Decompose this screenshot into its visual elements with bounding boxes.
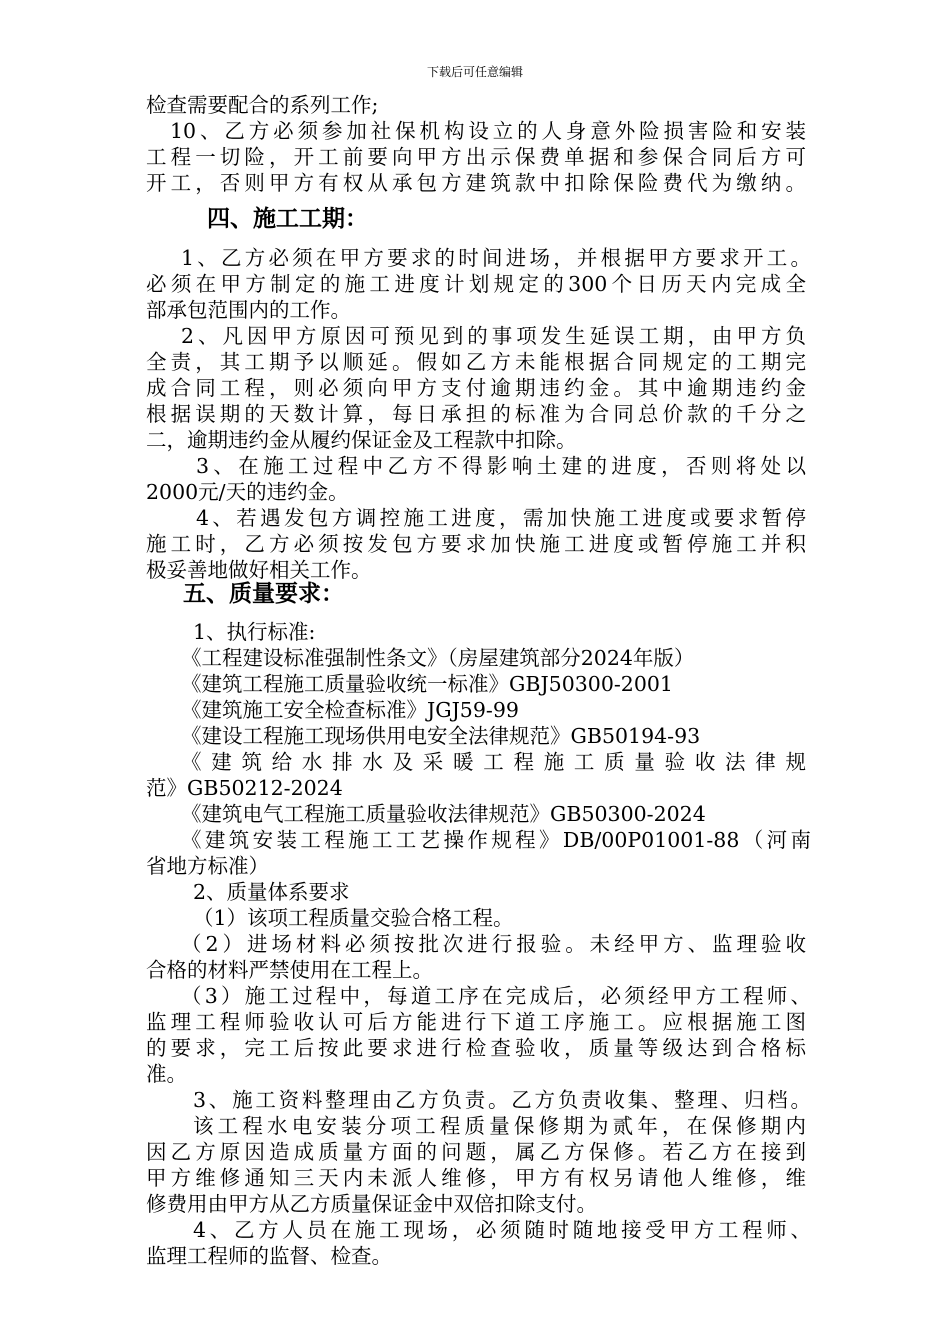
body-line: 3、施工资料整理由乙方负责。乙方负责收集、整理、归档。: [193, 1088, 811, 1112]
body-line: 1、乙方必须在甲方要求的时间进场，并根据甲方要求开工。: [181, 246, 811, 270]
body-line: 《建筑电气工程施工质量验收法律规范》GB50300-2024: [181, 802, 706, 826]
body-line: 2、凡因甲方原因可预见到的事项发生延误工期，由甲方负: [181, 324, 806, 348]
body-line: 成合同工程，则必须向甲方支付逾期违约金。其中逾期违约金: [146, 376, 806, 400]
body-line: 《建设工程施工现场供用电安全法律规范》GB50194-93: [181, 724, 701, 748]
body-line: 监理工程师验收认可后方能进行下道工序施工。应根据施工图: [146, 1010, 806, 1034]
body-line: 3、在施工过程中乙方不得影响土建的进度，否则将处以: [196, 454, 806, 478]
body-line: 开工，否则甲方有权从承包方建筑款中扣除保险费代为缴纳。: [146, 171, 806, 195]
body-line: 《建筑工程施工质量验收统一标准》GBJ50300-2001: [181, 672, 673, 696]
body-line: 《建筑安装工程施工工艺操作规程》DB/00P01001-88（河南: [181, 828, 811, 852]
body-line: 检查需要配合的系列工作;: [146, 93, 379, 117]
body-line: 《工程建设标准强制性条文》（房屋建筑部分2024年版）: [181, 646, 695, 670]
body-line: （2）进场材料必须按批次进行报验。未经甲方、监理验收: [181, 932, 806, 956]
body-line: 合格的材料严禁使用在工程上。: [146, 958, 433, 982]
body-line: 准。: [146, 1062, 187, 1086]
section-heading: 四、施工工期：: [207, 206, 368, 232]
body-line: 必须在甲方制定的施工进度计划规定的300个日历天内完成全: [146, 272, 806, 296]
body-line: 根据误期的天数计算，每日承担的标准为合同总价款的千分之: [146, 402, 806, 426]
body-line: 10、乙方必须参加社保机构设立的人身意外险损害险和安装: [170, 119, 806, 143]
body-line: 范》GB50212-2024: [146, 776, 343, 800]
body-line: 《建筑施工安全检查标准》JGJ59-99: [181, 698, 519, 722]
body-line: 极妥善地做好相关工作。: [146, 558, 372, 582]
body-line: 部承包范围内的工作。: [146, 298, 351, 322]
body-line: 甲方维修通知三天内未派人维修，甲方有权另请他人维修，维: [146, 1166, 806, 1190]
body-line: （1）该项工程质量交验合格工程。: [193, 906, 514, 930]
body-line: 工程一切险，开工前要向甲方出示保费单据和参保合同后方可: [146, 145, 806, 169]
body-line: 1、执行标准:: [193, 620, 316, 644]
body-line: 的要求，完工后按此要求进行检查验收，质量等级达到合格标: [146, 1036, 806, 1060]
body-line: 监理工程师的监督、检查。: [146, 1244, 392, 1268]
page-header: 下载后可任意编辑: [426, 65, 523, 79]
body-line: 因乙方原因造成质量方面的问题，属乙方保修。若乙方在接到: [146, 1140, 806, 1164]
section-heading: 五、质量要求：: [183, 581, 344, 607]
body-line: 省地方标准）: [146, 854, 269, 878]
body-line: 《建筑给水排水及采暖工程施工质量验收法律规: [181, 750, 806, 774]
body-line: （3）施工过程中，每道工序在完成后，必须经甲方工程师、: [181, 984, 811, 1008]
body-line: 二，逾期违约金从履约保证金及工程款中扣除。: [146, 428, 577, 452]
body-line: 该工程水电安装分项工程质量保修期为贰年，在保修期内: [193, 1114, 806, 1138]
body-line: 全责，其工期予以顺延。假如乙方未能根据合同规定的工期完: [146, 350, 806, 374]
body-line: 4、若遇发包方调控施工进度，需加快施工进度或要求暂停: [196, 506, 806, 530]
body-line: 修费用由甲方从乙方质量保证金中双倍扣除支付。: [146, 1192, 597, 1216]
body-line: 施工时，乙方必须按发包方要求加快施工进度或暂停施工并积: [146, 532, 806, 556]
body-line: 2000元/天的违约金。: [146, 480, 349, 504]
body-line: 2、质量体系要求: [193, 880, 350, 904]
body-line: 4、乙方人员在施工现场，必须随时随地接受甲方工程师、: [193, 1218, 811, 1242]
